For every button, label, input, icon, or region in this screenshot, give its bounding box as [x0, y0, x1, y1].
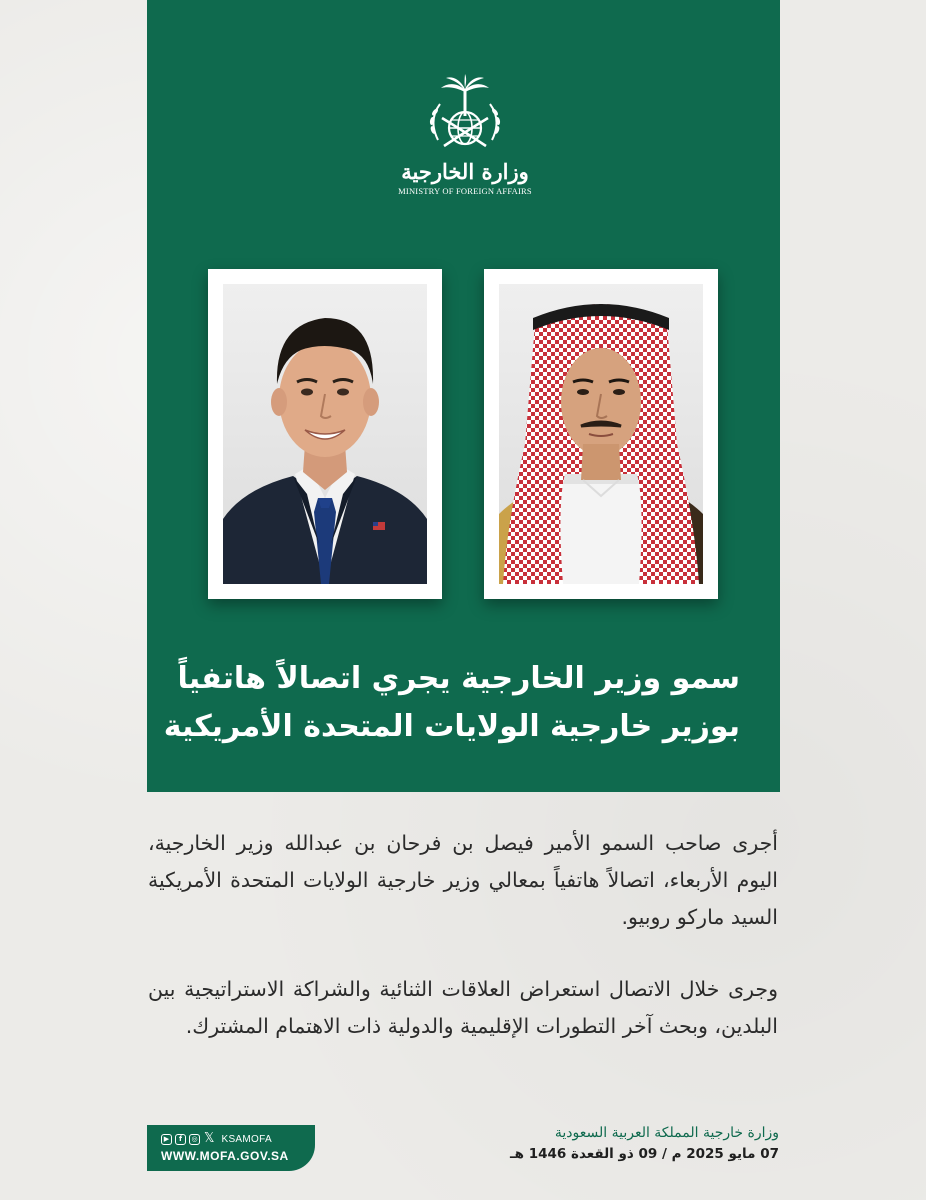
headline	[160, 655, 740, 751]
photo-frame-left	[208, 269, 442, 599]
publish-date: 07 مايو 2025 م / 09 ذو القعدة 1446 هـ	[510, 1146, 779, 1162]
ministry-name-en: MINISTRY OF FOREIGN AFFAIRS	[398, 186, 532, 196]
paragraph-1: أجرى صاحب السمو الأمير فيصل بن فرحان بن عبدالله وزير الخارجية، اليوم الأربعاء، اتصالاً هاتفياً بمعالي وزير خارجية الولايات المتحدة الأمريكية السيد ماركو روبيو.	[148, 831, 778, 929]
x-icon[interactable]: 𝕏	[204, 1131, 215, 1146]
headline-line-1: سمو وزير الخارجية يجري اتصالاً هاتفياً	[177, 661, 740, 696]
headline-line-2: بوزير خارجية الولايات المتحدة الأمريكية	[163, 709, 740, 744]
social-icons-row	[161, 1132, 272, 1146]
ministry-logo	[395, 74, 535, 204]
photo-frame-right	[484, 269, 718, 599]
social-badge	[147, 1125, 315, 1171]
emblem-icon	[422, 74, 508, 158]
ministry-name-ar: وزارة الخارجية	[401, 159, 529, 184]
portrait-left	[223, 284, 427, 584]
paragraph-2: وجرى خلال الاتصال استعراض العلاقات الثنائية والشراكة الاستراتيجية بين البلدين، وبحث آخر التطورات الإقليمية والدولية ذات الاهتمام المشترك.	[148, 977, 778, 1038]
ministry-full-name: وزارة خارجية المملكة العربية السعودية	[554, 1125, 779, 1141]
facebook-icon[interactable]: f	[175, 1134, 186, 1145]
website-link[interactable]: WWW.MOFA.GOV.SA	[161, 1149, 289, 1163]
social-handle[interactable]: KSAMOFA	[221, 1133, 272, 1145]
footer-info	[459, 1123, 779, 1165]
article-body	[148, 825, 778, 1080]
portrait-right	[499, 284, 703, 584]
instagram-icon[interactable]: ◎	[189, 1134, 200, 1145]
youtube-icon[interactable]: ▶	[161, 1134, 172, 1145]
